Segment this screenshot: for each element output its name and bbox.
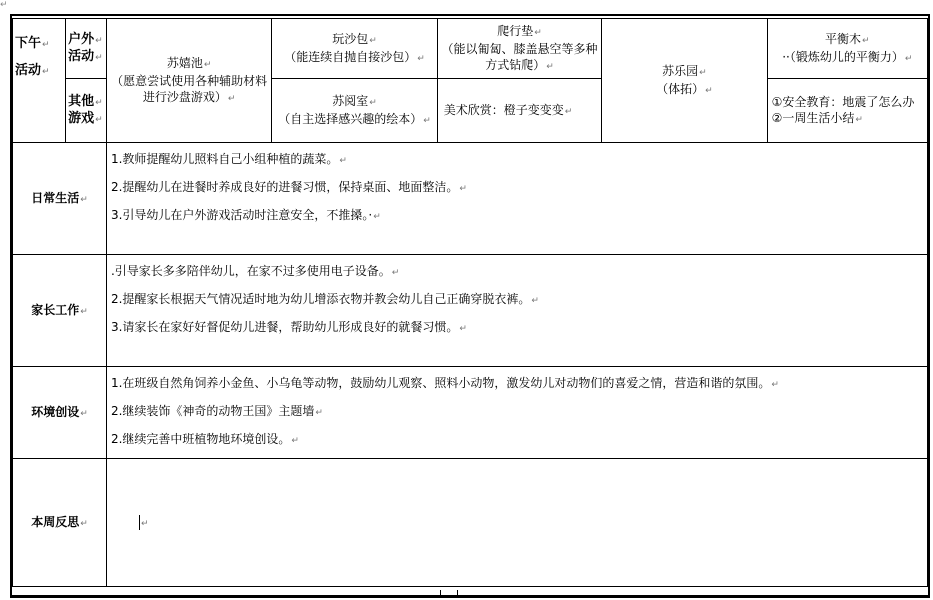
paragraph-mark: ↵ xyxy=(904,53,913,64)
paragraph-mark: ↵ xyxy=(0,0,8,10)
list-item xyxy=(111,201,925,229)
safety-summary-cell[interactable] xyxy=(767,79,927,143)
environment-header[interactable] xyxy=(13,367,107,459)
paragraph-mark: ↵ xyxy=(417,53,425,64)
art-appreciation-text: 美术欣赏：橙子变变变 xyxy=(443,102,564,117)
outdoor-activity-label[interactable] xyxy=(66,19,107,79)
outdoor-label-line2: 活动 xyxy=(68,48,95,64)
paragraph-mark: ↵ xyxy=(95,97,103,108)
list-item-text: 3.请家长在家好好督促幼儿进餐，帮助幼儿形成良好的就餐习惯。 xyxy=(110,320,459,334)
balance-beam-title: 平衡木 xyxy=(825,31,862,46)
sandbag-description: （能连续自抛自接沙包） xyxy=(284,49,417,64)
parent-work-row xyxy=(13,255,928,367)
list-item-text: 1.教师提醒幼儿照料自己小组种植的蔬菜。 xyxy=(110,152,339,166)
daily-life-content[interactable] xyxy=(106,143,927,255)
paragraph-mark: ↵ xyxy=(315,408,323,418)
list-item-text: 3.引导幼儿在户外游戏活动时注意安全，不推搡。· xyxy=(110,208,373,222)
sand-pool-description: （愿意尝试使用各种辅助材料进行沙盘游戏） xyxy=(111,73,268,104)
reading-room-cell[interactable] xyxy=(272,79,437,143)
paragraph-mark: ↵ xyxy=(95,35,103,46)
paragraph-mark: ↵ xyxy=(564,106,573,117)
list-item-text: 2.提醒家长根据天气情况适时地为幼儿增添衣物并教会幼儿自己正确穿脱衣裤。 xyxy=(110,292,531,306)
reflection-title: 本周反思 xyxy=(31,514,80,529)
paragraph-mark: ↵ xyxy=(140,518,149,529)
paragraph-mark: ↵ xyxy=(699,67,707,78)
paragraph-mark: ↵ xyxy=(546,61,554,72)
text-cursor xyxy=(139,515,140,530)
daily-life-row xyxy=(13,143,928,255)
daily-life-header[interactable] xyxy=(13,143,107,255)
list-item-text: 2.继续装饰《神奇的动物王国》主题墙 xyxy=(110,404,315,418)
balance-beam-cell[interactable] xyxy=(767,19,927,79)
daily-life-title: 日常生活 xyxy=(31,190,80,205)
paragraph-mark: ↵ xyxy=(42,67,50,77)
environment-row xyxy=(13,367,928,459)
environment-title: 环境创设 xyxy=(31,404,80,419)
sand-pool-title: 苏嬉池 xyxy=(166,55,203,70)
crawl-mat-title: 爬行垫 xyxy=(497,23,534,38)
paragraph-mark: ↵ xyxy=(705,85,713,96)
other-label-line1: 其他 xyxy=(68,93,95,109)
su-park-title: 苏乐园 xyxy=(662,63,699,78)
crawl-mat-cell[interactable] xyxy=(437,19,601,79)
sand-pool-cell[interactable] xyxy=(106,19,271,143)
reflection-content[interactable] xyxy=(106,459,927,587)
paragraph-mark: ↵ xyxy=(771,380,779,390)
su-park-cell[interactable] xyxy=(602,19,767,143)
list-item xyxy=(111,313,925,341)
paragraph-mark: ↵ xyxy=(80,518,88,529)
sandbag-title: 玩沙包 xyxy=(332,31,369,46)
environment-content[interactable] xyxy=(106,367,927,459)
other-label-line2: 游戏 xyxy=(68,110,95,126)
paragraph-mark: ↵ xyxy=(534,27,542,38)
table-bottom-border xyxy=(10,596,930,598)
paragraph-mark: ↵ xyxy=(459,184,467,194)
paragraph-mark: ↵ xyxy=(80,306,88,317)
paragraph-mark: ↵ xyxy=(227,93,236,104)
paragraph-mark: ↵ xyxy=(80,194,88,205)
list-item-text: .引导家长多多陪伴幼儿，在家不过多使用电子设备。 xyxy=(110,264,391,278)
list-item xyxy=(111,257,925,285)
paragraph-mark: ↵ xyxy=(42,40,50,50)
paragraph-mark: ↵ xyxy=(95,114,103,125)
paragraph-mark: ↵ xyxy=(339,156,347,166)
list-item-text: 2.继续完善中班植物地环境创设。 xyxy=(110,432,291,446)
su-park-description: （体拓） xyxy=(656,81,705,96)
paragraph-mark: ↵ xyxy=(855,114,863,125)
paragraph-mark: ↵ xyxy=(459,324,467,334)
balance-beam-description: ··（锻炼幼儿的平衡力） xyxy=(782,49,904,64)
list-item xyxy=(111,285,925,313)
parent-work-title: 家长工作 xyxy=(31,302,80,317)
parent-work-content[interactable] xyxy=(106,255,927,367)
list-item xyxy=(111,425,925,453)
art-appreciation-cell[interactable] xyxy=(437,79,601,143)
afternoon-label-line2: 活动 xyxy=(15,63,42,78)
afternoon-outdoor-row xyxy=(13,19,928,79)
list-item xyxy=(111,369,925,397)
column-tick xyxy=(440,590,441,598)
other-games-label[interactable] xyxy=(66,79,107,143)
list-item xyxy=(111,173,925,201)
reflection-header[interactable] xyxy=(13,459,107,587)
paragraph-mark: ↵ xyxy=(203,59,212,70)
paragraph-mark: ↵ xyxy=(95,52,103,63)
paragraph-mark: ↵ xyxy=(80,408,88,419)
reading-room-title: 苏阅室 xyxy=(332,93,369,108)
safety-education-text: ①安全教育：地震了怎么办 xyxy=(771,94,915,109)
reflection-row xyxy=(13,459,928,587)
weekly-plan-table[interactable] xyxy=(12,18,928,587)
afternoon-activity-header[interactable] xyxy=(13,19,66,143)
reading-room-description: （自主选择感兴趣的绘本） xyxy=(278,111,423,126)
list-item xyxy=(111,397,925,425)
paragraph-mark: ↵ xyxy=(373,212,381,222)
paragraph-mark: ↵ xyxy=(369,97,377,108)
weekly-summary-text: ②一周生活小结 xyxy=(771,110,855,125)
column-tick xyxy=(457,590,458,598)
parent-work-header[interactable] xyxy=(13,255,107,367)
paragraph-mark: ↵ xyxy=(291,436,299,446)
list-item-text: 2.提醒幼儿在进餐时养成良好的进餐习惯，保持桌面、地面整洁。 xyxy=(110,180,459,194)
sandbag-cell[interactable] xyxy=(272,19,437,79)
paragraph-mark: ↵ xyxy=(391,268,400,278)
paragraph-mark: ↵ xyxy=(862,35,870,46)
crawl-mat-description: （能以匍匐、膝盖悬空等多种方式钻爬） xyxy=(441,41,598,72)
paragraph-mark: ↵ xyxy=(423,115,431,126)
afternoon-label-line1: 下午 xyxy=(15,36,42,51)
outdoor-label-line1: 户外 xyxy=(68,31,95,47)
list-item-text: 1.在班级自然角饲养小金鱼、小乌龟等动物，鼓励幼儿观察、照料小动物，激发幼儿对动物们的喜爱之情，营造和谐的氛围。 xyxy=(110,376,771,390)
paragraph-mark: ↵ xyxy=(531,296,539,306)
paragraph-mark: ↵ xyxy=(369,35,377,46)
list-item xyxy=(111,145,925,173)
